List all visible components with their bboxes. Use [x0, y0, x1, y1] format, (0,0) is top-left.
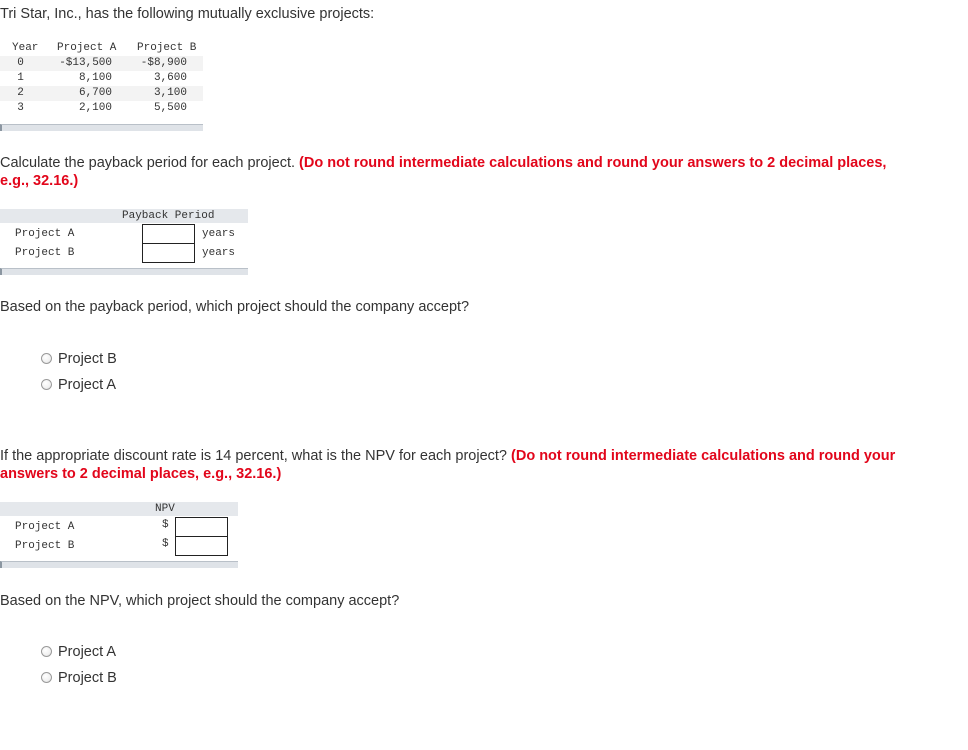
- radio-q4-label-2[interactable]: Project B: [58, 670, 117, 686]
- cell-project-a: 2,100: [78, 102, 112, 114]
- dollar-sign: $: [162, 538, 169, 550]
- intro-text: Tri Star, Inc., has the following mutually exclusive projects:: [0, 6, 375, 22]
- cell-year: 2: [17, 87, 24, 99]
- payback-row-a: [0, 224, 248, 243]
- payback-table-header: [0, 209, 248, 223]
- payback-footer-bar: [0, 268, 248, 275]
- cell-project-b: 3,100: [153, 87, 187, 99]
- cell-project-a: 6,700: [78, 87, 112, 99]
- radio-q2-label-2[interactable]: Project A: [58, 377, 117, 393]
- npv-label: Project A: [15, 521, 75, 533]
- header-year: Year: [12, 42, 39, 54]
- header-project-b: Project B: [137, 42, 197, 54]
- npv-footer-bar: [0, 561, 238, 568]
- payback-unit: years: [202, 228, 236, 240]
- table-row: [0, 101, 203, 116]
- radio-q4-option-2[interactable]: [41, 672, 52, 683]
- npv-table-header: [0, 502, 238, 516]
- table-row: [0, 56, 203, 71]
- cell-project-b: 5,500: [153, 102, 187, 114]
- radio-q2-label-1[interactable]: Project B: [58, 351, 117, 367]
- dollar-sign: $: [162, 519, 169, 531]
- npv-label: Project B: [15, 540, 75, 552]
- payback-label: Project B: [15, 247, 75, 259]
- radio-q2-option-2[interactable]: [41, 379, 52, 390]
- table-footer-bar: [0, 124, 203, 131]
- cell-year: 0: [17, 57, 24, 69]
- cell-project-a: 8,100: [78, 72, 112, 84]
- npv-header-label: NPV: [155, 503, 175, 515]
- question-npv: [0, 447, 930, 483]
- radio-q4-label-1[interactable]: Project A: [58, 644, 117, 660]
- question-payback-text: Calculate the payback period for each project.: [0, 155, 300, 171]
- table-row: [0, 86, 203, 101]
- cell-year: 1: [17, 72, 24, 84]
- cell-project-b: 3,600: [153, 72, 187, 84]
- radio-q4-option-1[interactable]: [41, 646, 52, 657]
- cell-project-a: -$13,500: [59, 57, 112, 69]
- npv-row-b: [0, 536, 238, 555]
- npv-row-a: [0, 517, 238, 536]
- header-project-a: Project A: [57, 42, 117, 54]
- table-row: [0, 71, 203, 86]
- npv-a-input[interactable]: [175, 517, 228, 537]
- payback-b-input[interactable]: [142, 243, 195, 263]
- payback-row-b: [0, 243, 248, 262]
- payback-header-label: Payback Period: [122, 210, 215, 222]
- payback-label: Project A: [15, 228, 75, 240]
- question-payback-note: (Do not round intermediate calculations and round your answers to 2 decimal places, e.g., 32.16.): [0, 155, 887, 189]
- payback-unit: years: [202, 247, 236, 259]
- radio-q2-option-1[interactable]: [41, 353, 52, 364]
- cell-project-b: -$8,900: [140, 57, 187, 69]
- table-header-row: [0, 41, 203, 56]
- question-npv-choice: Based on the NPV, which project should the company accept?: [0, 593, 400, 609]
- question-payback-choice: Based on the payback period, which project should the company accept?: [0, 299, 470, 315]
- payback-a-input[interactable]: [142, 224, 195, 244]
- question-npv-text: If the appropriate discount rate is 14 percent, what is the NPV for each project?: [0, 448, 512, 464]
- cash-flow-table: [0, 41, 203, 116]
- npv-b-input[interactable]: [175, 536, 228, 556]
- question-payback: [0, 154, 900, 190]
- question-npv-note: (Do not round intermediate calculations and round your answers to 2 decimal places, e.g., 32.16.): [0, 448, 896, 482]
- cell-year: 3: [17, 102, 24, 114]
